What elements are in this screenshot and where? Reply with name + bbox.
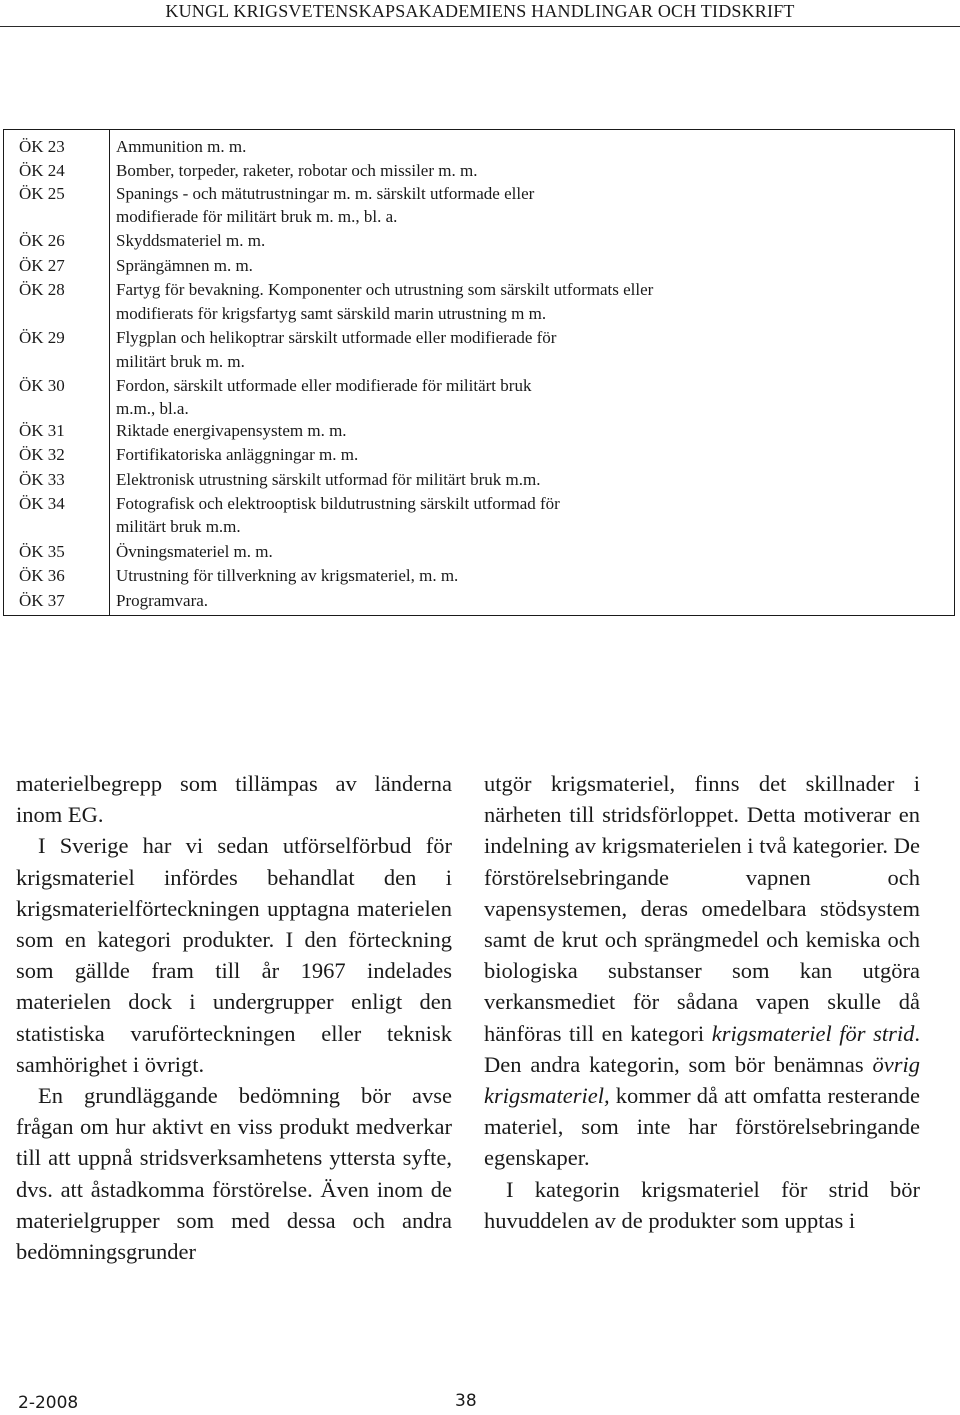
table-code: ÖK 30 — [19, 376, 65, 395]
emphasis: övrig krigsmateriel, — [484, 1051, 920, 1109]
table-code: ÖK 23 — [19, 137, 65, 156]
paragraph: I kategorin krigsmateriel för strid bör huvuddelen av de produkter som upptas i — [484, 1176, 920, 1233]
emphasis: krigsmateriel för strid — [711, 1020, 915, 1046]
table-description: militärt bruk m. m. — [116, 352, 245, 371]
paragraph: I Sverige har vi sedan utförselförbud för krigsmateriel infördes behandlat den i krigsmaterielförteckningen upptagna materielen som en kategori produkter. I den förteckning som gällde fram till år 1967 indelades materielen dock i undergrupper enligt den statistiska varuförteckningen eller teknisk samhörighet i övrigt. — [16, 833, 452, 1077]
table-code: ÖK 33 — [19, 470, 65, 489]
page-number: 38 — [455, 1391, 477, 1411]
table-description: Bomber, torpeder, raketer, robotar och missiler m. m. — [116, 161, 478, 180]
table-description: Ammunition m. m. — [116, 137, 247, 156]
table-description: Elektronisk utrustning särskilt utformad för militärt bruk m.m. — [116, 470, 541, 489]
table-description: Fordon, särskilt utformade eller modifierade för militärt bruk — [116, 376, 532, 395]
table-code: ÖK 25 — [19, 184, 65, 203]
table-description: m.m., bl.a. — [116, 399, 189, 418]
table-description: militärt bruk m.m. — [116, 517, 241, 536]
table-code: ÖK 27 — [19, 256, 65, 275]
table-description: Övningsmateriel m. m. — [116, 542, 273, 561]
running-header: KUNGL KRIGSVETENSKAPSAKADEMIENS HANDLINGAR OCH TIDSKRIFT — [165, 1, 795, 21]
table-description: Spanings - och mätutrustningar m. m. särskilt utformade eller — [116, 184, 535, 203]
table-description: modifierats för krigsfartyg samt särskild marin utrustning m m. — [116, 304, 547, 323]
table-description: Fortifikatoriska anläggningar m. m. — [116, 445, 359, 464]
text-run: utgör krigsmateriel, finns det skillnader i närheten till stridsförloppet. Detta motiverar en indelning av krigsmaterielen i två kategorier. De förstörelsebringande vapnen och vapensystemen, deras omedelbara stödsystem samt de krut och sprängmedel och kemiska och biologiska substanser som kan utgöra verkansmediet för sådana vapen skulle då hänföras till en kategori — [484, 771, 920, 1046]
table-description: Sprängämnen m. m. — [116, 256, 253, 275]
table-description: Programvara. — [116, 591, 209, 610]
text-run: . Den andra kategorin, som bör benämnas — [484, 1020, 920, 1077]
table-code: ÖK 31 — [19, 421, 65, 440]
category-table — [3, 129, 955, 616]
table-code: ÖK 36 — [19, 566, 65, 585]
table-code: ÖK 34 — [19, 494, 65, 513]
table-description: Riktade energivapensystem m. m. — [116, 421, 347, 440]
text-run: kommer då att omfatta resterande materiel, som inte har förstörelsebringande egenskaper. — [484, 1083, 920, 1171]
issue-number: 2-2008 — [18, 1393, 79, 1413]
body-column-right — [484, 768, 920, 1236]
table-code: ÖK 35 — [19, 542, 65, 561]
paragraph — [484, 768, 920, 1174]
table-code: ÖK 24 — [19, 161, 65, 180]
table-description: Fotografisk och elektrooptisk bildutrustning särskilt utformad för — [116, 494, 560, 513]
paragraph: materielbegrepp som tillämpas av länderna inom EG. — [16, 771, 452, 828]
table-code: ÖK 37 — [19, 591, 65, 610]
table-description: Utrustning för tillverkning av krigsmateriel, m. m. — [116, 566, 459, 585]
table-description: Fartyg för bevakning. Komponenter och utrustning som särskilt utformats eller — [116, 280, 654, 299]
table-code: ÖK 29 — [19, 328, 65, 347]
body-column-left — [16, 768, 452, 1267]
table-code: ÖK 32 — [19, 445, 65, 464]
paragraph: En grundläggande bedömning bör avse frågan om hur aktivt en viss produkt medverkar till att uppnå stridsverksamhetens yttersta syfte, dvs. att åstadkomma förstörelse. Även inom de materielgrupper som med dessa och andra bedömningsgrunder — [16, 1083, 452, 1265]
table-code: ÖK 28 — [19, 280, 65, 299]
table-code: ÖK 26 — [19, 231, 65, 250]
table-description: Skyddsmateriel m. m. — [116, 231, 266, 250]
table-description: Flygplan och helikoptrar särskilt utformade eller modifierade för — [116, 328, 557, 347]
table-column-divider — [109, 130, 110, 615]
table-description: modifierade för militärt bruk m. m., bl. a. — [116, 207, 398, 226]
header-rule — [0, 26, 960, 27]
